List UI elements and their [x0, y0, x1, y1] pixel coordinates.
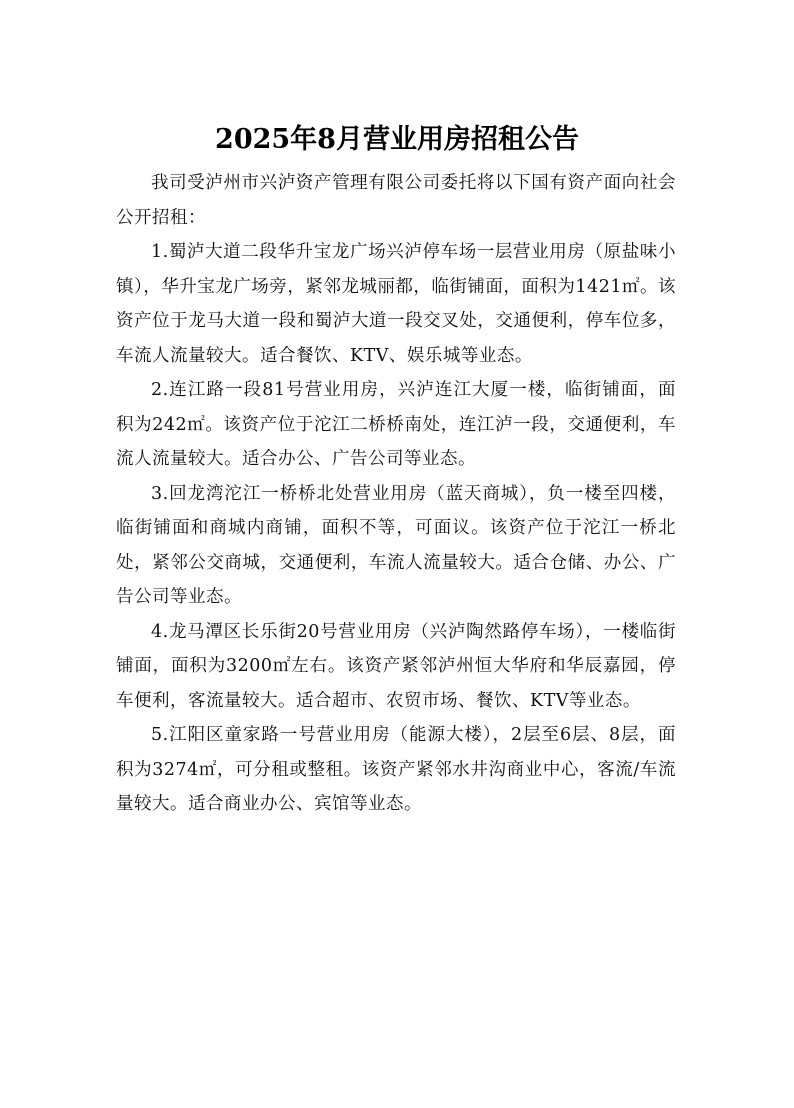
- listing-item-5: 5.江阳区童家路一号营业用房（能源大楼），2层至6层、8层，面积为3274㎡，可分租或整租。该资产紧邻水井沟商业中心，客流/车流量较大。适合商业办公、宾馆等业态。: [116, 725, 676, 814]
- listing-item-4: 4.龙马潭区长乐街20号营业用房（兴泸陶然路停车场），一楼临街铺面，面积为3200㎡左右。该资产紧邻泸州恒大华府和华辰嘉园，停车便利，客流量较大。适合超市、农贸市场、餐饮、KTV等业态。: [116, 621, 676, 711]
- page-title: 2025年8月营业用房招租公告: [215, 124, 579, 155]
- document-body: [116, 166, 676, 822]
- listing-item-3: 3.回龙湾沱江一桥桥北处营业用房（蓝天商城），负一楼至四楼，临街铺面和商城内商铺，面积不等，可面议。该资产位于沱江一桥北处，紧邻公交商城，交通便利，车流人流量较大。适合仓储、办公、广告公司等业态。: [116, 483, 676, 607]
- intro-paragraph: 我司受泸州市兴泸资产管理有限公司委托将以下国有资产面向社会公开招租：: [116, 173, 676, 228]
- listing-item-1: 1.蜀泸大道二段华升宝龙广场兴泸停车场一层营业用房（原盐味小镇），华升宝龙广场旁，紧邻龙城丽都，临街铺面，面积为1421㎡。该资产位于龙马大道一段和蜀泸大道一段交叉处，交通便利，停车位多，车流人流量较大。适合餐饮、KTV、娱乐城等业态。: [116, 242, 676, 366]
- listing-item-2: 2.连江路一段81号营业用房，兴泸连江大厦一楼，临街铺面，面积为242㎡。该资产位于沱江二桥桥南处，连江泸一段，交通便利，车流人流量较大。适合办公、广告公司等业态。: [116, 380, 676, 469]
